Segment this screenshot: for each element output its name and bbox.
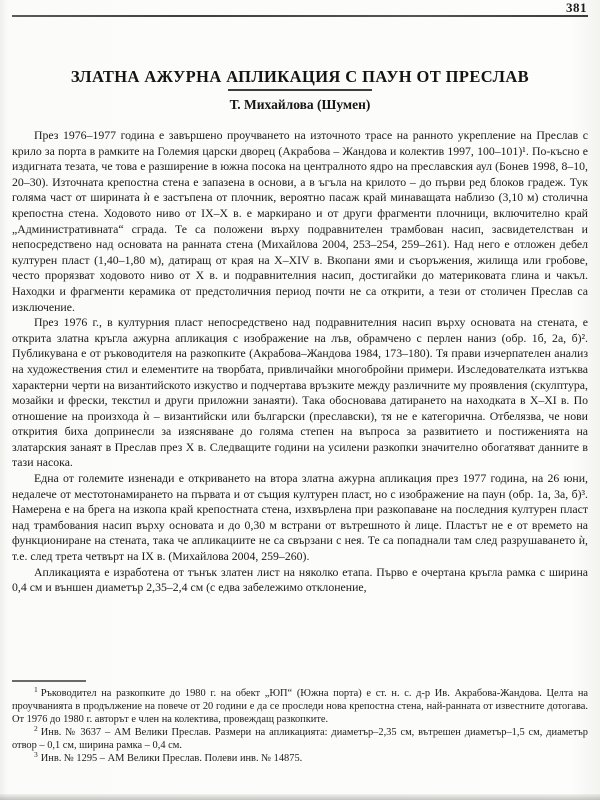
author-byline: Т. Михайлова (Шумен) [229,97,371,112]
article-title: ЗЛАТНА АЖУРНА АПЛИКАЦИЯ С ПАУН ОТ ПРЕСЛАВ [70,67,530,87]
footnote-text: Инв. № 1295 – АМ Велики Преслав. Полеви инв. № 14875. [40,753,303,764]
footnote-separator [12,680,86,682]
body-paragraph: През 1976 г., в културния пласт непосредствено над подравнителния насип върху основата на стената, е открита златна кръгла ажурна апликация с изображение на лъв, обрамчено с перлен наниз (обр. 1б, 2а, б)². Публикувана е от ръководителя на разкопките (Акрабова–Жандова 1984, 173–180). Тя прави изчерпателен анализ на художествения стил и елементите на творбата, привличайки многобройни примери. Изследователката изтъква характерни черти на византийското изкуство и подчертава връзките между различните му проявления (скулптура, мозайки и фрески, текстил и други приложни занаяти). Така обосновава датирането на находката в X–XI в. По отношение на произхода ѝ – византийски или български (преславски), тя не е категорична. Отбелязва, че нови открития биха допринесли за изясняване до голяма степен на въпроса за развитието и постиженията на златарския занаят в Преслав през X в. Следващите години на усилени разкопки значително обогатяват данните в тази насока. [12,315,588,470]
footnote-number: 2 [34,723,38,733]
footnote-text: Инв. № 3637 – АМ Велики Преслав. Размери на апликацията: диаметър–2,35 см, вътрешен диаметър–1,5 см, диаметър отвор – 0,1 см, ширина рамка – 0,4 см. [12,727,588,751]
footnote [12,749,588,765]
footnote-text: Ръководител на разкопките до 1980 г. на обект „ЮП“ (Южна порта) е ст. н. с. д-р Ив. Акрабова-Жандова. Целта на проучванията в продължение на повече от 20 години е да се проследи нова крепостна стена, най-ранната от известните дотогава. От 1976 до 1980 г. авторът е член на колектива, провеждащ разкопките. [12,688,588,725]
footnote [12,684,588,726]
footnote-number: 1 [34,684,38,694]
body-paragraph: Апликацията е изработена от тънък златен лист на няколко етапа. Първо е очертана кръгла рамка с ширина 0,4 см и външен диаметър 2,35–2,4 см (с едва забележимо отклонение, [12,564,588,595]
article-body [12,128,588,678]
page-number: 381 [566,0,587,15]
footnote [12,723,588,752]
page-bottom-edge [0,794,600,800]
footnotes-section [12,684,588,765]
header-rule [12,15,588,17]
footnote-number: 3 [34,749,38,759]
body-paragraph: Една от големите изненади е откриването на втора златна ажурна апликация през 1977 година, на 26 юни, недалече от местотонамирането на първата и от същия културен пласт, но с изображение на паун (обр. 1а, 3а, б)³. Намерена е на брега на изкопа край крепостната стена, изхвърлена при разкопаване на последния културен пласт над трамбования насип върху основата и до 0,30 м встрани от вътрешното ѝ лице. Пластът не е от времето на функциониране на стената, така че апликациите не са свързани с нея. Те са попаднали там след разрушаването ѝ, т.е. след трета четвърт на IX в. (Михайлова 2004, 259–260). [12,471,588,564]
title-divider [228,89,372,91]
body-paragraph: През 1976–1977 година е завършено проучването на източното трасе на ранното укрепление на Преслав с крило за порта в рамките на Големия царски дворец (Акрабова – Жандова и колектив 1997, 100–101)¹. По-късно е издигната тезата, че това е разширение в южна посока на централното ядро на преславския аул (Бонев 1998, 8–10, 20–30). Източната крепостна стена е запазена в основи, а в ъгъла на крилото – до първи ред блоков градеж. Тук голяма част от ширината ѝ е застъпена от плочник, вероятно пасаж край минаващата наблизо (3,10 м) столична крепостна стена. Ходовото ниво от IX–X в. е маркирано и от други фрагменти плочници, включително край „Административната“ сграда. Те са положени върху подравнителен трамбован насип, засвидетелстван и непосредствено над основата на ранната стена (Михайлова 2004, 253–254, 259–261). Над него е отложен дебел културен пласт (1,40–1,80 м), датиращ от края на X–XIV в. Вкопани ями и съоръжения, жилища или гробове, често прорязват ходовото ниво от X в. и подравнителния насип, достигайки до материковата глина и чакъл. Находки и фрагменти керамика от предстоличния период почти не са открити, а тези от столичен Преслав са изключение. [12,128,588,314]
